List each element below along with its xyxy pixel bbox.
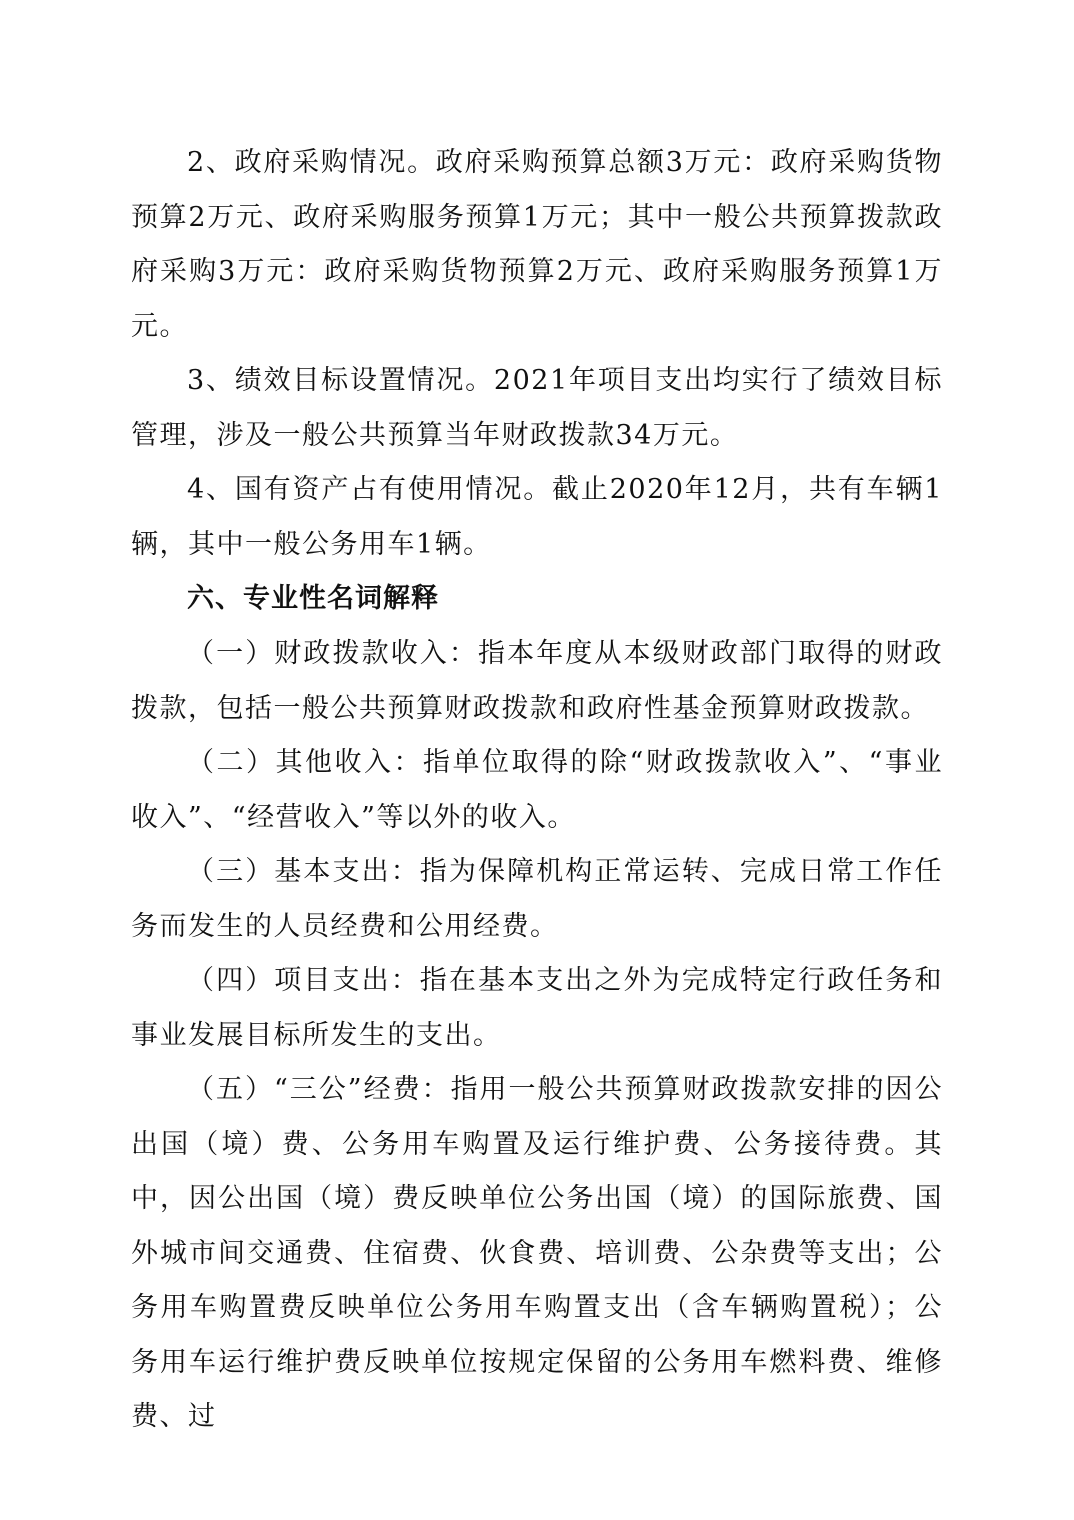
section-heading: 六、专业性名词解释 xyxy=(187,583,439,614)
paragraph-procurement: 2、政府采购情况。政府采购预算总额3万元：政府采购货物预算2万元、政府采购服务预算1万元；其中一般公共预算拨款政府采购3万元：政府采购货物预算2万元、政府采购服务预算1万元。 xyxy=(131,147,943,342)
definition-project-expenditure: （四）项目支出：指在基本支出之外为完成特定行政任务和事业发展目标所发生的支出。 xyxy=(131,965,943,1051)
paragraph-assets: 4、国有资产占有使用情况。截止2020年12月，共有车辆1辆，其中一般公务用车1辆。 xyxy=(131,474,943,560)
definition-other-income: （二）其他收入：指单位取得的除“财政拨款收入”、“事业收入”、“经营收入”等以外的收入。 xyxy=(131,747,943,833)
definition-fiscal-appropriation: （一）财政拨款收入：指本年度从本级财政部门取得的财政拨款，包括一般公共预算财政拨款和政府性基金预算财政拨款。 xyxy=(131,638,943,724)
definition-basic-expenditure: （三）基本支出：指为保障机构正常运转、完成日常工作任务而发生的人员经费和公用经费。 xyxy=(131,856,943,942)
definition-three-public-expenses: （五）“三公”经费：指用一般公共预算财政拨款安排的因公出国（境）费、公务用车购置及运行维护费、公务接待费。其中，因公出国（境）费反映单位公务出国（境）的国际旅费、国外城市间交通费、住宿费、伙食费、培训费、公杂费等支出；公务用车购置费反映单位公务用车购置支出（含车辆购置税）；公务用车运行维护费反映单位按规定保留的公务用车燃料费、维修费、过 xyxy=(131,1074,943,1432)
paragraph-performance: 3、绩效目标设置情况。2021年项目支出均实行了绩效目标管理，涉及一般公共预算当年财政拨款34万元。 xyxy=(131,365,943,451)
